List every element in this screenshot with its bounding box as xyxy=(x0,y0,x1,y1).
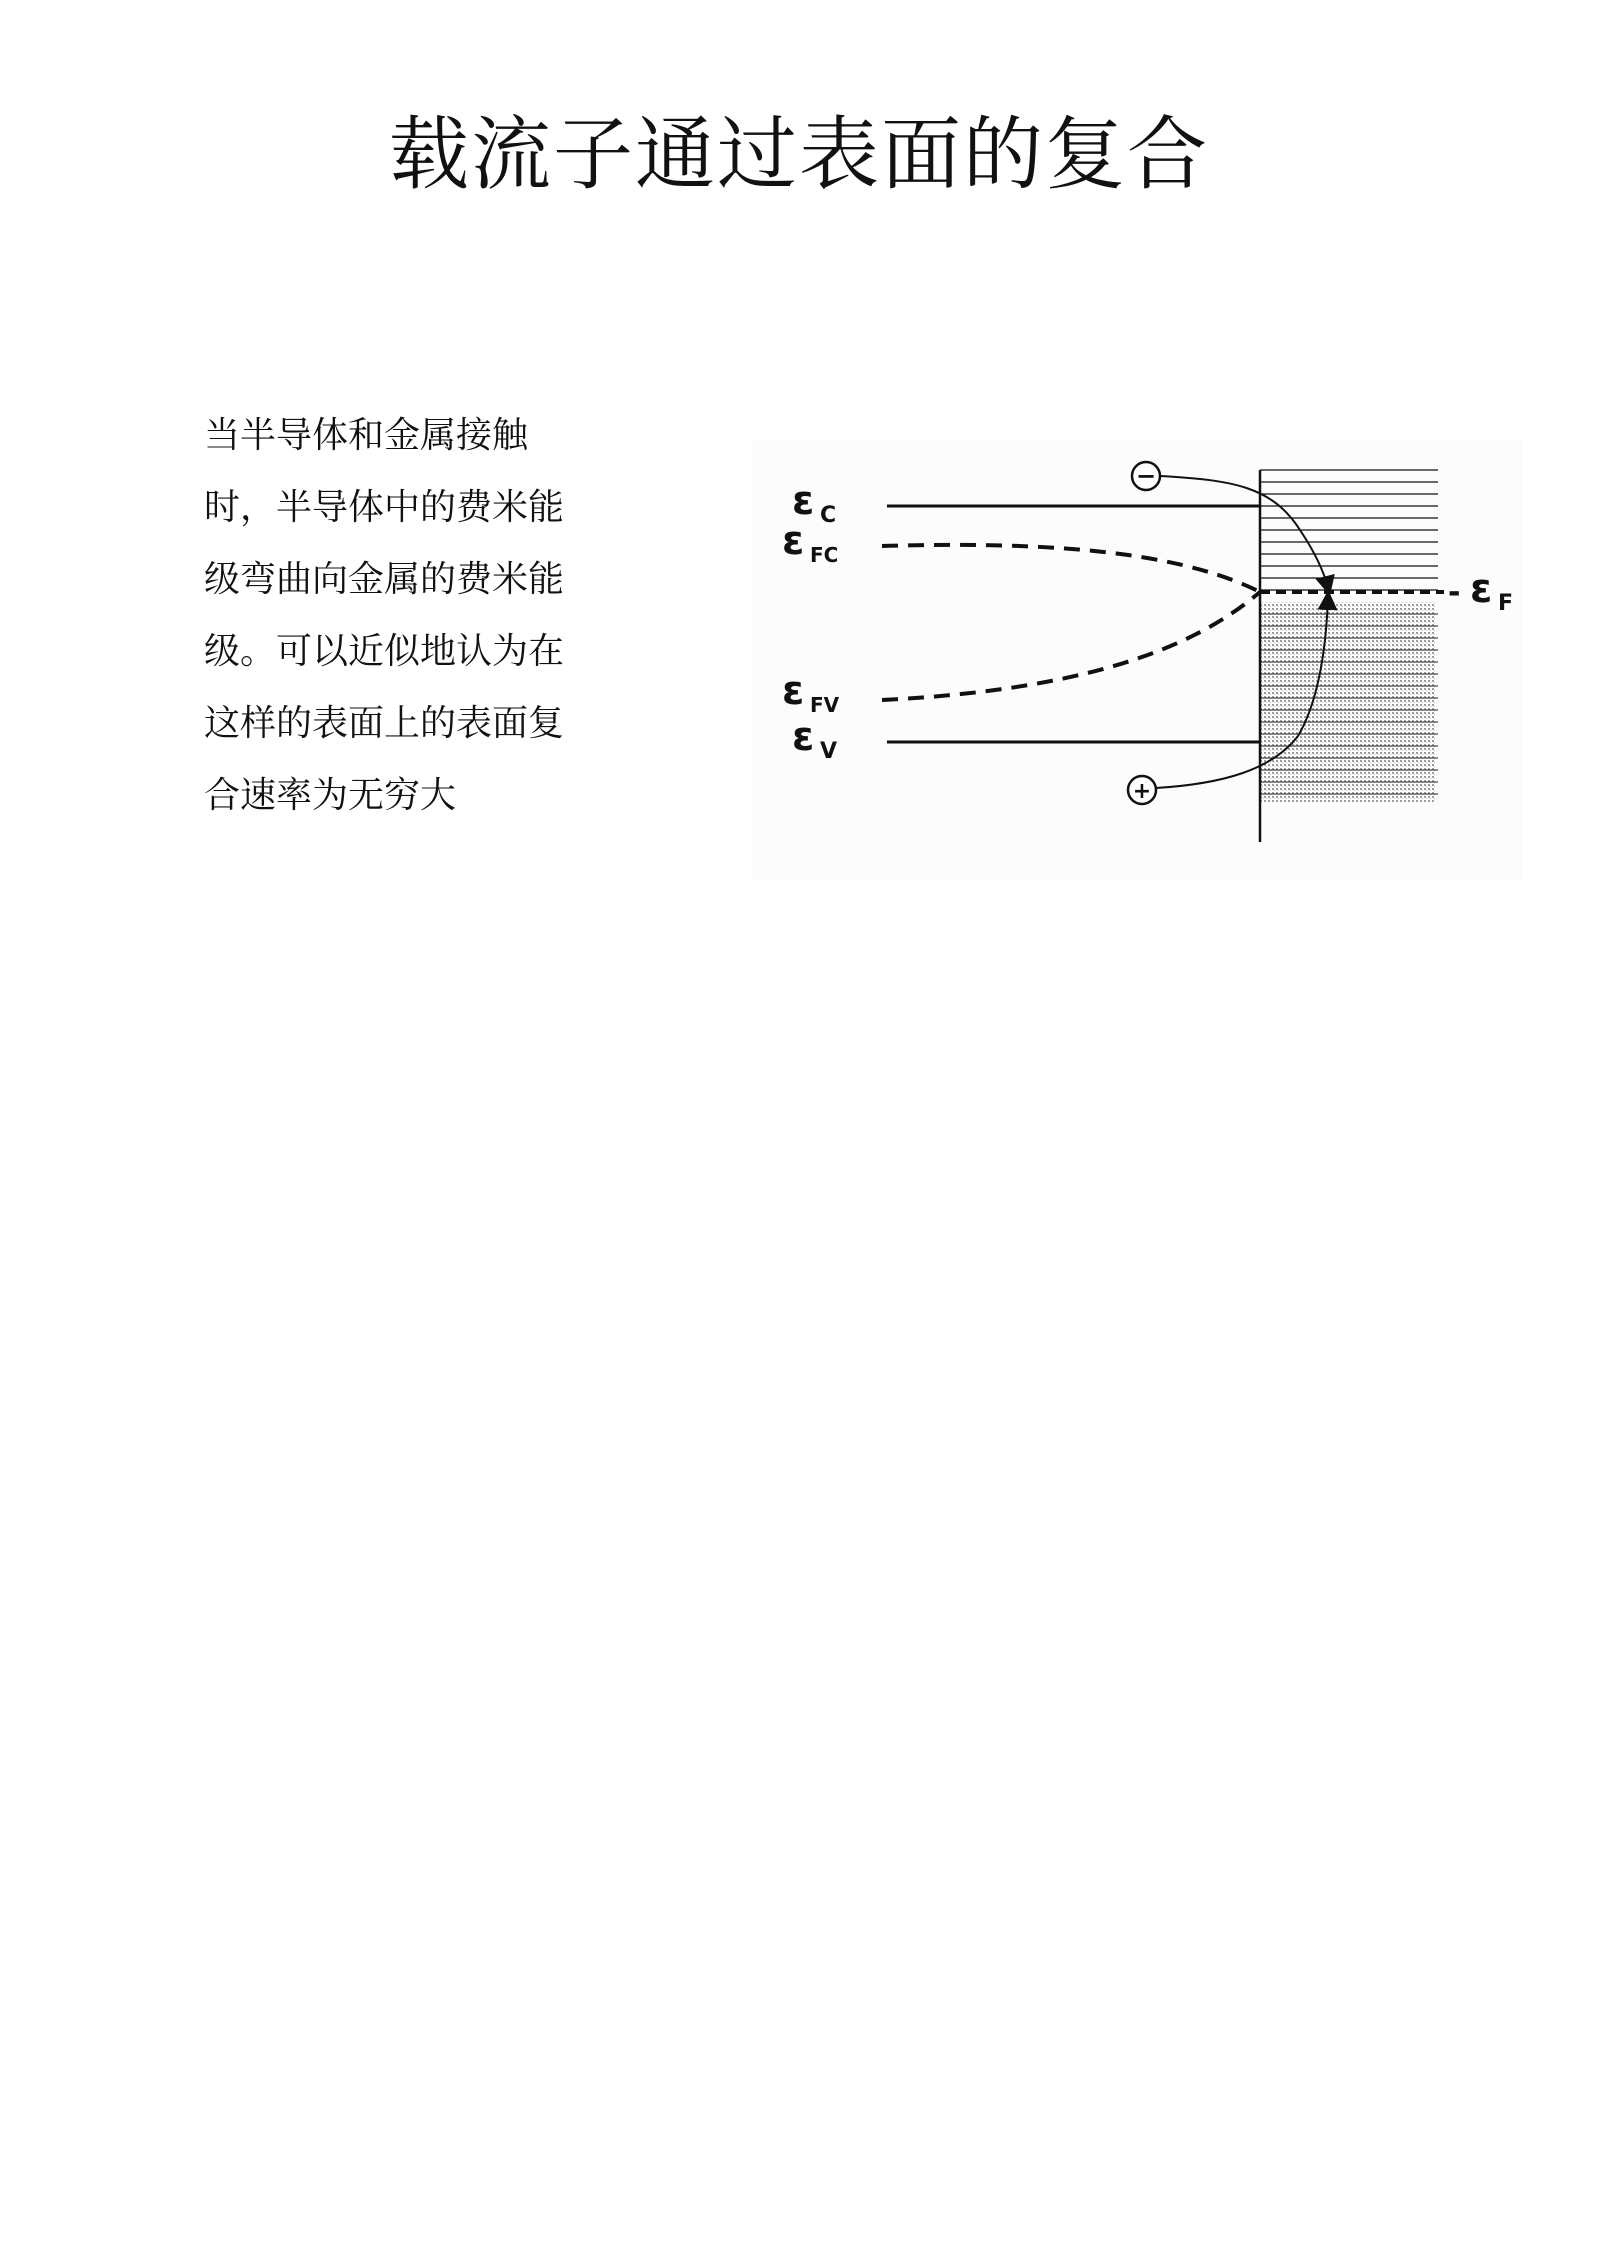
electron-symbol: − xyxy=(1135,462,1157,490)
electron-icon xyxy=(1132,462,1160,490)
body-paragraph xyxy=(204,400,624,832)
label-ev-main: ε xyxy=(792,714,815,760)
label-ef-dash: - xyxy=(1448,575,1461,610)
paragraph-line: 级弯曲向金属的费米能 xyxy=(204,559,565,600)
band-diagram-svg xyxy=(752,440,1522,880)
page-title: 载流子通过表面的复合 xyxy=(389,108,1209,201)
metal-filled-states xyxy=(1260,602,1438,802)
label-ec-sub: C xyxy=(820,503,837,528)
paragraph-line: 这样的表面上的表面复 xyxy=(204,703,565,744)
paragraph-line: 级。可以近似地认为在 xyxy=(204,631,565,672)
label-ef-main: ε xyxy=(1470,566,1493,612)
label-efc-main: ε xyxy=(782,518,805,564)
hole-icon xyxy=(1128,776,1156,804)
paragraph-line: 当半导体和金属接触 xyxy=(204,415,529,456)
label-ef-sub: F xyxy=(1498,591,1514,616)
label-efv-main: ε xyxy=(782,668,805,714)
label-efv-sub: FV xyxy=(810,693,840,717)
paragraph-line: 合速率为无穷大 xyxy=(204,775,457,816)
paragraph-line: 时，半导体中的费米能 xyxy=(204,487,565,528)
label-ev-sub: V xyxy=(820,739,838,764)
hole-symbol: + xyxy=(1132,779,1152,804)
label-efc-sub: FC xyxy=(810,543,839,567)
label-ec-main: ε xyxy=(792,478,815,524)
band-diagram-figure xyxy=(752,440,1522,880)
